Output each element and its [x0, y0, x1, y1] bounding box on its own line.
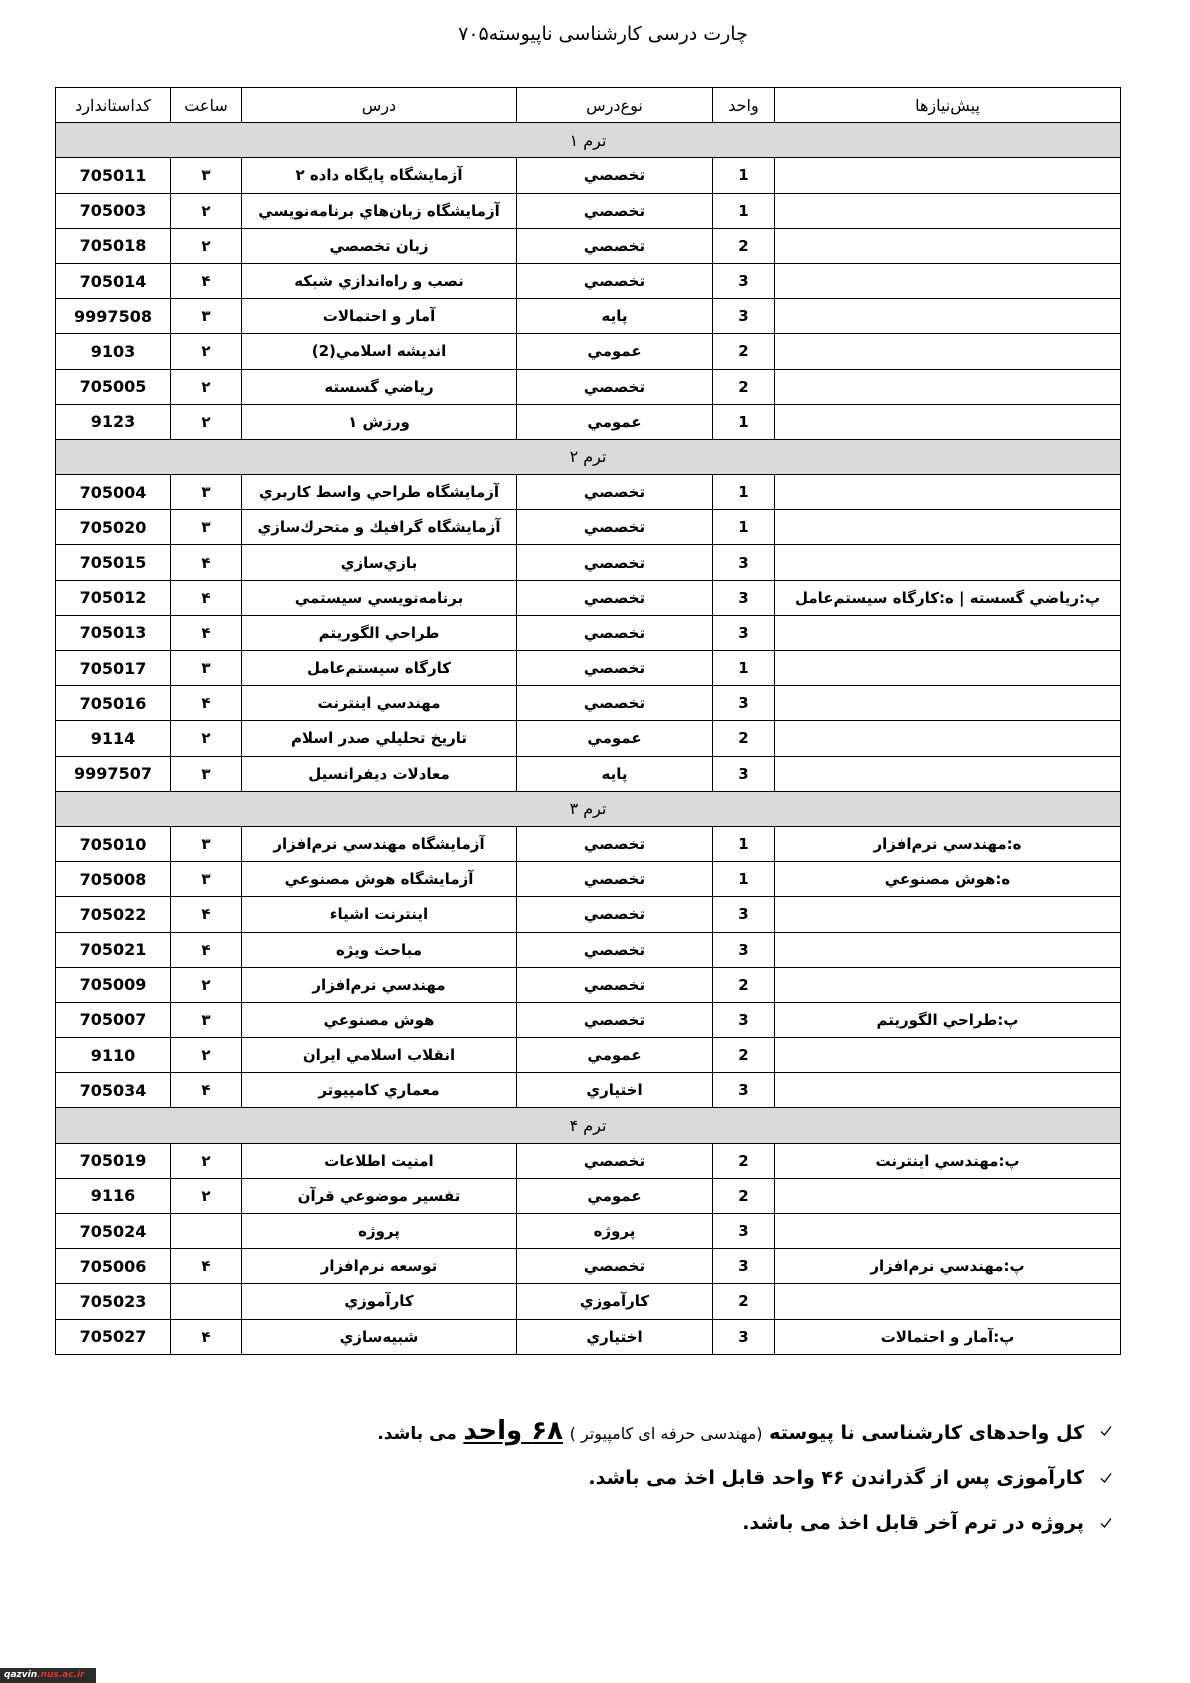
- hours-cell: [171, 1284, 242, 1319]
- prereq-cell: پ:مهندسي اینترنت: [775, 1143, 1121, 1178]
- hours-cell: ۴: [171, 686, 242, 721]
- course-row: [56, 545, 1121, 580]
- note-total-units-tail: می باشد.: [377, 1424, 457, 1444]
- course-name-cell: آزمایشگاه زبان‌هاي برنامه‌نویسي: [242, 193, 517, 228]
- term-label: ترم ۲: [56, 439, 1121, 474]
- units-cell: 3: [713, 1249, 775, 1284]
- prereq-cell: [775, 193, 1121, 228]
- course-row: [56, 1249, 1121, 1284]
- units-cell: 2: [713, 228, 775, 263]
- course-type-cell: کارآموزي: [517, 1284, 713, 1319]
- hours-cell: ۲: [171, 1143, 242, 1178]
- course-type-cell: تخصصي: [517, 615, 713, 650]
- hours-cell: ۲: [171, 193, 242, 228]
- course-row: [56, 334, 1121, 369]
- course-name-cell: اندیشه اسلامي(2): [242, 334, 517, 369]
- units-cell: 3: [713, 263, 775, 298]
- units-cell: 2: [713, 721, 775, 756]
- prereq-cell: [775, 334, 1121, 369]
- units-cell: 3: [713, 932, 775, 967]
- prereq-cell: [775, 228, 1121, 263]
- course-type-cell: اختیاري: [517, 1319, 713, 1354]
- prereq-cell: [775, 1284, 1121, 1319]
- units-cell: 1: [713, 826, 775, 861]
- term-header-row: [56, 791, 1121, 826]
- prereq-cell: ه:هوش مصنوعي: [775, 862, 1121, 897]
- units-cell: 1: [713, 475, 775, 510]
- prereq-cell: [775, 1073, 1121, 1108]
- prereq-cell: ه:مهندسي نرم‌افزار: [775, 826, 1121, 861]
- hours-cell: ۲: [171, 228, 242, 263]
- check-icon: [1099, 1424, 1113, 1438]
- code-cell: 705008: [56, 862, 171, 897]
- hours-cell: ۲: [171, 967, 242, 1002]
- code-cell: 705022: [56, 897, 171, 932]
- units-cell: 3: [713, 686, 775, 721]
- term-header-row: [56, 1108, 1121, 1143]
- header-type: نوع‌درس: [517, 88, 713, 123]
- code-cell: 9997507: [56, 756, 171, 791]
- hours-cell: ۲: [171, 721, 242, 756]
- header-row: [56, 88, 1121, 123]
- course-row: [56, 404, 1121, 439]
- course-name-cell: هوش مصنوعي: [242, 1002, 517, 1037]
- course-name-cell: آزمایشگاه مهندسي نرم‌افزار: [242, 826, 517, 861]
- course-name-cell: ریاضي گسسته: [242, 369, 517, 404]
- code-cell: 9103: [56, 334, 171, 369]
- course-type-cell: تخصصي: [517, 826, 713, 861]
- course-name-cell: آزمایشگاه هوش مصنوعي: [242, 862, 517, 897]
- course-row: [56, 862, 1121, 897]
- prereq-cell: [775, 897, 1121, 932]
- course-type-cell: تخصصي: [517, 1002, 713, 1037]
- prereq-cell: [775, 404, 1121, 439]
- course-type-cell: تخصصي: [517, 369, 713, 404]
- code-cell: 705012: [56, 580, 171, 615]
- units-cell: 1: [713, 510, 775, 545]
- course-name-cell: انقلاب اسلامي ایران: [242, 1038, 517, 1073]
- course-row: [56, 1002, 1121, 1037]
- header-course-name: درس: [242, 88, 517, 123]
- course-row: [56, 369, 1121, 404]
- course-type-cell: پایه: [517, 756, 713, 791]
- header-prereq: پیش‌نیازها: [775, 88, 1121, 123]
- code-cell: 705004: [56, 475, 171, 510]
- prereq-cell: پ:مهندسي نرم‌افزار: [775, 1249, 1121, 1284]
- course-type-cell: تخصصي: [517, 1143, 713, 1178]
- course-row: [56, 897, 1121, 932]
- course-row: [56, 686, 1121, 721]
- table-body: [56, 123, 1121, 1355]
- code-cell: 9997508: [56, 299, 171, 334]
- hours-cell: ۴: [171, 263, 242, 298]
- units-cell: 1: [713, 193, 775, 228]
- course-type-cell: تخصصي: [517, 475, 713, 510]
- units-cell: 3: [713, 1073, 775, 1108]
- prereq-cell: [775, 158, 1121, 193]
- site-watermark-part-a: qazvin: [4, 1670, 38, 1680]
- units-cell: 1: [713, 651, 775, 686]
- units-cell: 3: [713, 299, 775, 334]
- course-type-cell: تخصصي: [517, 862, 713, 897]
- course-name-cell: آمار و احتمالات: [242, 299, 517, 334]
- units-cell: 2: [713, 1178, 775, 1213]
- code-cell: 9114: [56, 721, 171, 756]
- note-total-units: [377, 1414, 1084, 1451]
- course-row: [56, 826, 1121, 861]
- hours-cell: ۴: [171, 932, 242, 967]
- hours-cell: ۴: [171, 1249, 242, 1284]
- course-row: [56, 475, 1121, 510]
- hours-cell: ۴: [171, 580, 242, 615]
- code-cell: 705014: [56, 263, 171, 298]
- course-name-cell: شبیه‌سازي: [242, 1319, 517, 1354]
- note-internship: کارآموزی پس از گذراندن ۴۶ واحد قابل اخذ می باشد.: [588, 1467, 1084, 1489]
- course-name-cell: آزمایشگاه طراحي واسط کاربري: [242, 475, 517, 510]
- course-type-cell: تخصصي: [517, 580, 713, 615]
- course-name-cell: مباحث ویژه: [242, 932, 517, 967]
- term-header-row: [56, 123, 1121, 158]
- course-type-cell: پایه: [517, 299, 713, 334]
- course-type-cell: تخصصي: [517, 1249, 713, 1284]
- units-cell: 3: [713, 756, 775, 791]
- hours-cell: ۳: [171, 862, 242, 897]
- course-row: [56, 756, 1121, 791]
- course-row: [56, 1038, 1121, 1073]
- course-row: [56, 1143, 1121, 1178]
- course-name-cell: پروژه: [242, 1214, 517, 1249]
- hours-cell: ۲: [171, 369, 242, 404]
- course-name-cell: بازي‌سازي: [242, 545, 517, 580]
- units-cell: 3: [713, 897, 775, 932]
- units-cell: 3: [713, 545, 775, 580]
- code-cell: 705021: [56, 932, 171, 967]
- course-name-cell: برنامه‌نویسي سیستمي: [242, 580, 517, 615]
- code-cell: 9110: [56, 1038, 171, 1073]
- page-title: چارت درسی کارشناسی ناپیوسته۷۰۵: [458, 23, 748, 45]
- hours-cell: ۳: [171, 158, 242, 193]
- course-name-cell: طراحي الگوریتم: [242, 615, 517, 650]
- course-name-cell: مهندسي اینترنت: [242, 686, 517, 721]
- site-watermark: [0, 1668, 96, 1683]
- course-type-cell: اختیاري: [517, 1073, 713, 1108]
- check-icon: [1099, 1471, 1113, 1485]
- units-cell: 2: [713, 369, 775, 404]
- code-cell: 705007: [56, 1002, 171, 1037]
- check-icon: [1099, 1516, 1113, 1530]
- course-name-cell: آزمایشگاه گرافیك و متحرك‌سازي: [242, 510, 517, 545]
- hours-cell: ۲: [171, 334, 242, 369]
- course-row: [56, 651, 1121, 686]
- units-cell: 2: [713, 1143, 775, 1178]
- prereq-cell: [775, 686, 1121, 721]
- course-type-cell: تخصصي: [517, 158, 713, 193]
- units-cell: 3: [713, 580, 775, 615]
- course-name-cell: تفسیر موضوعي قرآن: [242, 1178, 517, 1213]
- code-cell: 705015: [56, 545, 171, 580]
- course-name-cell: مهندسي نرم‌افزار: [242, 967, 517, 1002]
- code-cell: 9123: [56, 404, 171, 439]
- note-total-units-value: ۶۸ واحد: [463, 1416, 563, 1446]
- prereq-cell: [775, 756, 1121, 791]
- course-type-cell: تخصصي: [517, 193, 713, 228]
- prereq-cell: [775, 651, 1121, 686]
- code-cell: 705003: [56, 193, 171, 228]
- units-cell: 1: [713, 158, 775, 193]
- course-name-cell: آزمایشگاه پایگاه داده ۲: [242, 158, 517, 193]
- course-row: [56, 580, 1121, 615]
- note-total-units-main: کل واحدهای کارشناسی نا پیوسته: [769, 1422, 1084, 1444]
- course-row: [56, 615, 1121, 650]
- course-row: [56, 193, 1121, 228]
- course-row: [56, 510, 1121, 545]
- hours-cell: ۳: [171, 299, 242, 334]
- prereq-cell: [775, 545, 1121, 580]
- course-name-cell: نصب و راه‌اندازي شبکه: [242, 263, 517, 298]
- course-row: [56, 1073, 1121, 1108]
- units-cell: 2: [713, 334, 775, 369]
- course-type-cell: تخصصي: [517, 263, 713, 298]
- hours-cell: ۳: [171, 1002, 242, 1037]
- header-hours: ساعت: [171, 88, 242, 123]
- hours-cell: ۲: [171, 1178, 242, 1213]
- units-cell: 3: [713, 1002, 775, 1037]
- course-type-cell: تخصصي: [517, 651, 713, 686]
- course-row: [56, 967, 1121, 1002]
- code-cell: 705034: [56, 1073, 171, 1108]
- prereq-cell: [775, 1178, 1121, 1213]
- code-cell: 705019: [56, 1143, 171, 1178]
- course-name-cell: زبان تخصصي: [242, 228, 517, 263]
- course-name-cell: کارآموزي: [242, 1284, 517, 1319]
- hours-cell: [171, 1214, 242, 1249]
- course-type-cell: عمومي: [517, 1178, 713, 1213]
- code-cell: 705024: [56, 1214, 171, 1249]
- code-cell: 705020: [56, 510, 171, 545]
- code-cell: 705006: [56, 1249, 171, 1284]
- hours-cell: ۳: [171, 651, 242, 686]
- units-cell: 3: [713, 615, 775, 650]
- prereq-cell: [775, 967, 1121, 1002]
- header-code: کداستاندارد: [56, 88, 171, 123]
- note-program-name: (مهندسی حرفه ای کامپیوتر ): [569, 1424, 763, 1443]
- course-row: [56, 1284, 1121, 1319]
- hours-cell: ۴: [171, 897, 242, 932]
- course-name-cell: توسعه نرم‌افزار: [242, 1249, 517, 1284]
- term-label: ترم ۳: [56, 791, 1121, 826]
- course-row: [56, 1214, 1121, 1249]
- prereq-cell: پ:طراحي الگوریتم: [775, 1002, 1121, 1037]
- course-type-cell: عمومي: [517, 721, 713, 756]
- hours-cell: ۴: [171, 615, 242, 650]
- prereq-cell: [775, 615, 1121, 650]
- code-cell: 705018: [56, 228, 171, 263]
- course-row: [56, 1178, 1121, 1213]
- course-chart-table: [55, 87, 1121, 1355]
- prereq-cell: [775, 1038, 1121, 1073]
- course-type-cell: تخصصي: [517, 897, 713, 932]
- hours-cell: ۲: [171, 404, 242, 439]
- note-project: پروژه در ترم آخر قابل اخذ می باشد.: [742, 1512, 1084, 1534]
- course-row: [56, 932, 1121, 967]
- course-row: [56, 263, 1121, 298]
- code-cell: 705017: [56, 651, 171, 686]
- prereq-cell: [775, 263, 1121, 298]
- units-cell: 1: [713, 862, 775, 897]
- hours-cell: ۲: [171, 1038, 242, 1073]
- table-header: [56, 88, 1121, 123]
- code-cell: 705010: [56, 826, 171, 861]
- prereq-cell: [775, 299, 1121, 334]
- prereq-cell: پ:ریاضي گسسته | ه:کارگاه سیستم‌عامل: [775, 580, 1121, 615]
- course-type-cell: تخصصي: [517, 686, 713, 721]
- course-type-cell: پروژه: [517, 1214, 713, 1249]
- course-name-cell: معماري کامپیوتر: [242, 1073, 517, 1108]
- hours-cell: ۴: [171, 545, 242, 580]
- units-cell: 2: [713, 967, 775, 1002]
- course-row: [56, 1319, 1121, 1354]
- prereq-cell: [775, 1214, 1121, 1249]
- course-row: [56, 721, 1121, 756]
- hours-cell: ۳: [171, 826, 242, 861]
- code-cell: 705016: [56, 686, 171, 721]
- code-cell: 705027: [56, 1319, 171, 1354]
- header-units: واحد: [713, 88, 775, 123]
- hours-cell: ۴: [171, 1073, 242, 1108]
- code-cell: 705023: [56, 1284, 171, 1319]
- course-type-cell: تخصصي: [517, 932, 713, 967]
- units-cell: 3: [713, 1214, 775, 1249]
- units-cell: 2: [713, 1284, 775, 1319]
- course-name-cell: اینترنت اشیاء: [242, 897, 517, 932]
- course-name-cell: معادلات دیفرانسیل: [242, 756, 517, 791]
- site-watermark-part-b: .nus.ac.ir: [37, 1670, 85, 1680]
- course-name-cell: امنیت اطلاعات: [242, 1143, 517, 1178]
- term-label: ترم ۴: [56, 1108, 1121, 1143]
- course-row: [56, 158, 1121, 193]
- hours-cell: ۳: [171, 475, 242, 510]
- course-type-cell: تخصصي: [517, 967, 713, 1002]
- hours-cell: ۴: [171, 1319, 242, 1354]
- course-row: [56, 299, 1121, 334]
- code-cell: 9116: [56, 1178, 171, 1213]
- prereq-cell: [775, 721, 1121, 756]
- prereq-cell: [775, 932, 1121, 967]
- code-cell: 705011: [56, 158, 171, 193]
- term-header-row: [56, 439, 1121, 474]
- course-type-cell: تخصصي: [517, 545, 713, 580]
- code-cell: 705013: [56, 615, 171, 650]
- units-cell: 1: [713, 404, 775, 439]
- term-label: ترم ۱: [56, 123, 1121, 158]
- prereq-cell: پ:آمار و احتمالات: [775, 1319, 1121, 1354]
- course-type-cell: تخصصي: [517, 228, 713, 263]
- prereq-cell: [775, 510, 1121, 545]
- course-name-cell: ورزش ۱: [242, 404, 517, 439]
- course-type-cell: تخصصي: [517, 510, 713, 545]
- hours-cell: ۳: [171, 756, 242, 791]
- course-name-cell: تاریخ تحلیلي صدر اسلام: [242, 721, 517, 756]
- course-row: [56, 228, 1121, 263]
- code-cell: 705005: [56, 369, 171, 404]
- course-type-cell: عمومي: [517, 334, 713, 369]
- hours-cell: ۳: [171, 510, 242, 545]
- units-cell: 2: [713, 1038, 775, 1073]
- course-type-cell: عمومي: [517, 404, 713, 439]
- course-type-cell: عمومي: [517, 1038, 713, 1073]
- prereq-cell: [775, 369, 1121, 404]
- code-cell: 705009: [56, 967, 171, 1002]
- course-name-cell: کارگاه سیستم‌عامل: [242, 651, 517, 686]
- prereq-cell: [775, 475, 1121, 510]
- units-cell: 3: [713, 1319, 775, 1354]
